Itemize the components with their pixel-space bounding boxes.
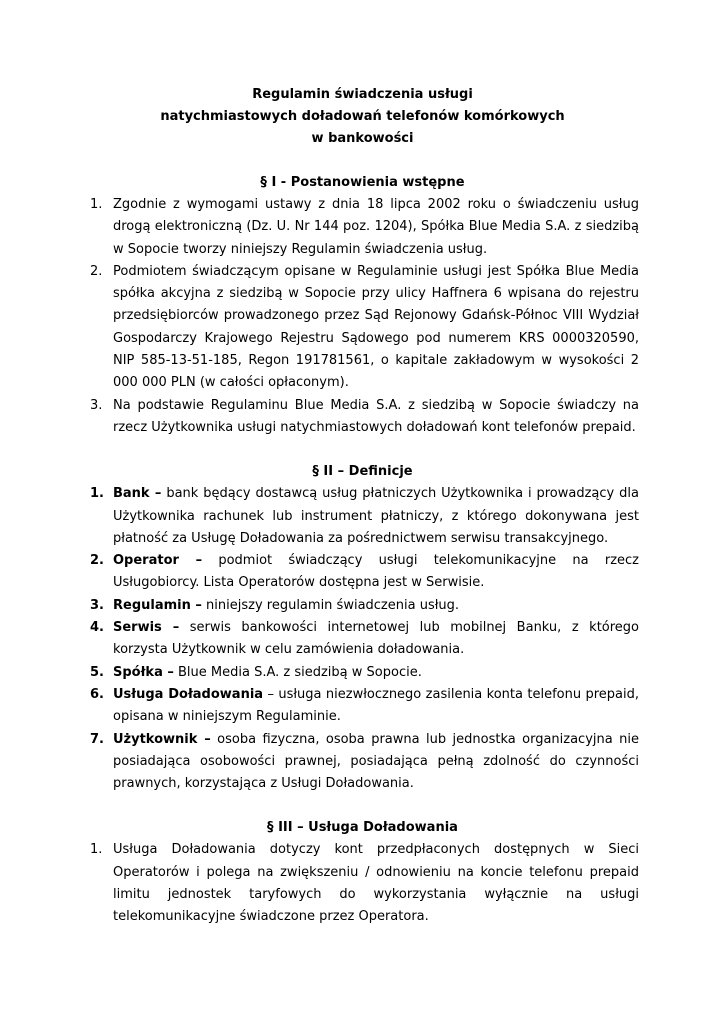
item-number: 4. bbox=[90, 620, 104, 636]
item-number: 1. bbox=[90, 842, 103, 858]
list-item bbox=[86, 194, 639, 261]
definition-text: niniejszy regulamin świadczenia usług. bbox=[201, 597, 460, 613]
section-1-heading: § I - Postanowienia wstępne bbox=[260, 175, 465, 190]
section-1-list bbox=[86, 194, 639, 439]
list-item bbox=[86, 395, 639, 440]
definition-text: osoba fizyczna, osoba prawna lub jednostka organizacyjna nie posiadająca osobowości prawnej, posiadająca pełną zdolność do czynności prawnych, korzystająca z Usługi Doładowania. bbox=[113, 731, 639, 792]
definition-term: Usługa Doładowania bbox=[113, 686, 264, 702]
definition-item bbox=[86, 550, 639, 595]
section-3-list bbox=[86, 839, 639, 928]
definition-text: serwis bankowości internetowej lub mobilnej Banku, z którego korzysta Użytkownik w celu zamówienia doładowania. bbox=[113, 620, 640, 658]
section-3-heading: § III – Usługa Doładowania bbox=[267, 820, 458, 836]
section-2-heading: § II – Definicje bbox=[312, 464, 413, 480]
title-line-3: w bankowości bbox=[311, 131, 414, 146]
definition-text: bank będący dostawcą usług płatniczych Użytkownika i prowadzący dla Użytkownika rachunek lub instrument płatniczy, z którego dokonywana jest płatność za Usługę Doładowania za pośrednictwem serwisu transakcyjnego. bbox=[113, 486, 639, 546]
item-number: 3. bbox=[90, 597, 104, 613]
item-number: 6. bbox=[90, 686, 104, 702]
item-number: 1. bbox=[90, 486, 104, 502]
item-number: 2. bbox=[90, 263, 103, 279]
definition-text: Blue Media S.A. z siedzibą w Sopocie. bbox=[173, 664, 422, 680]
definition-text: podmiot świadczący usługi telekomunikacyjne na rzecz Usługobiorcy. Lista Operatorów dostępna jest w Serwisie. bbox=[113, 553, 639, 591]
definition-term: Bank – bbox=[113, 486, 162, 502]
item-number: 1. bbox=[90, 197, 103, 212]
definition-item bbox=[86, 662, 639, 684]
item-number: 2. bbox=[90, 553, 104, 569]
title-line-1: Regulamin świadczenia usługi bbox=[252, 87, 473, 102]
definition-item bbox=[86, 729, 639, 796]
list-item bbox=[86, 261, 639, 395]
definition-item bbox=[86, 617, 639, 662]
definition-item bbox=[86, 595, 639, 617]
definition-term: Operator – bbox=[113, 553, 203, 569]
definition-item bbox=[86, 684, 639, 729]
item-text: Podmiotem świadczącym opisane w Regulaminie usługi jest Spółka Blue Media spółka akcyjna z siedzibą w Sopocie przy ulicy Haffnera 6 wpisana do rejestru przedsiębiorców prowadzonego przez Sąd Rejonowy Gdańsk-Północ VIII Wydział Gospodarczy Krajowego Rejestru Sądowego pod numerem KRS 0000320590, NIP 585-13-51-185, Regon 191781561, o kapitale zakładowym w wysokości 2 000 000 PLN (w całości opłaconym). bbox=[113, 263, 639, 391]
document-title bbox=[86, 84, 639, 150]
definition-term: Regulamin – bbox=[113, 597, 202, 613]
definition-term: Spółka – bbox=[113, 664, 174, 680]
definition-term: Użytkownik – bbox=[113, 731, 211, 747]
item-number: 5. bbox=[90, 664, 104, 680]
definition-text: – usługa niezwłocznego zasilenia konta telefonu prepaid, opisana w niniejszym Regulaminie. bbox=[113, 686, 639, 725]
item-number: 7. bbox=[90, 731, 104, 747]
list-item bbox=[86, 839, 639, 928]
item-text: Na podstawie Regulaminu Blue Media S.A. z siedzibą w Sopocie świadczy na rzecz Użytkownika usługi natychmiastowych doładowań kont telefonów prepaid. bbox=[113, 397, 639, 435]
title-line-2: natychmiastowych doładowań telefonów komórkowych bbox=[160, 109, 565, 124]
item-text: Usługa Doładowania dotyczy kont przedpłaconych dostępnych w Sieci Operatorów i polega na zwiększeniu / odnowieniu na koncie telefonu prepaid limitu jednostek taryfowych do wykorzystania wyłącznie na usługi telekomunikacyjne świadczone przez Operatora. bbox=[113, 842, 639, 925]
item-number: 3. bbox=[90, 397, 103, 413]
section-2-list bbox=[86, 483, 639, 795]
definition-item bbox=[86, 483, 639, 550]
definition-term: Serwis – bbox=[113, 620, 180, 636]
item-text: Zgodnie z wymogami ustawy z dnia 18 lipca 2002 roku o świadczeniu usług drogą elektroniczną (Dz. U. Nr 144 poz. 1204), Spółka Blue Media S.A. z siedzibą w Sopocie tworzy niniejszy Regulamin świadczenia usług. bbox=[113, 197, 639, 257]
